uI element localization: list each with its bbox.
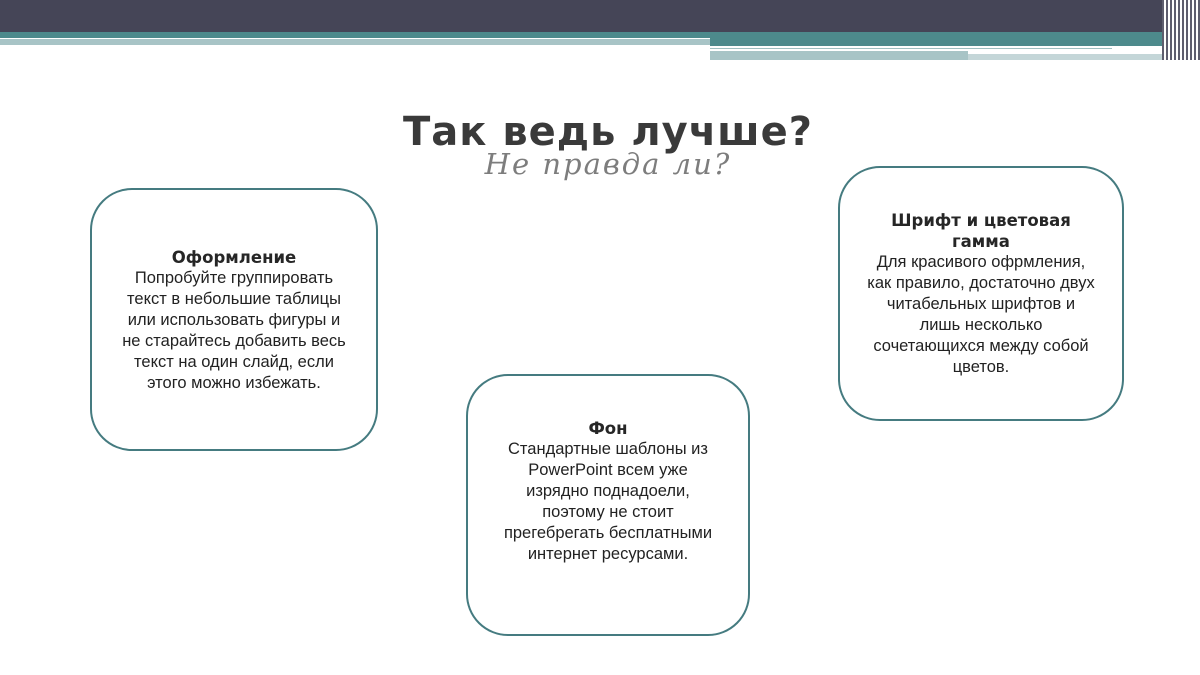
card-background — [466, 374, 750, 636]
card-design — [90, 188, 378, 451]
card-font-colors-title: Шрифт и цветовая гамма — [891, 211, 1071, 251]
header-stripes-decoration — [1162, 0, 1200, 60]
card-design-text: Попробуйте группировать текст в небольшие таблицы или использовать фигуры и не старайтесь добавить весь текст на один слайд, если этого можно избежать. — [122, 269, 346, 392]
header-light-line — [0, 39, 710, 45]
card-background-title: Фон — [588, 419, 628, 438]
header-light-bar — [710, 51, 968, 60]
header-teal-right-band — [710, 38, 1162, 46]
slide-subtitle: Не правда ли? — [484, 147, 732, 181]
slide-title: Так ведь лучше? — [403, 109, 813, 155]
header-light-bar-secondary — [968, 54, 1162, 60]
card-design-title: Оформление — [171, 248, 297, 267]
card-background-text: Стандартные шаблоны из PowerPoint всем уже изрядно поднадоели, поэтому не стоит прегебрегать бесплатными интернет ресурсами. — [503, 440, 713, 563]
header-dark-band — [0, 0, 1162, 32]
card-font-colors-text: Для красивого офрмления, как правило, достаточно двух читабельных шрифтов и лишь несколько сочетающихся между собой цветов. — [867, 253, 1095, 376]
card-font-colors — [838, 166, 1124, 421]
